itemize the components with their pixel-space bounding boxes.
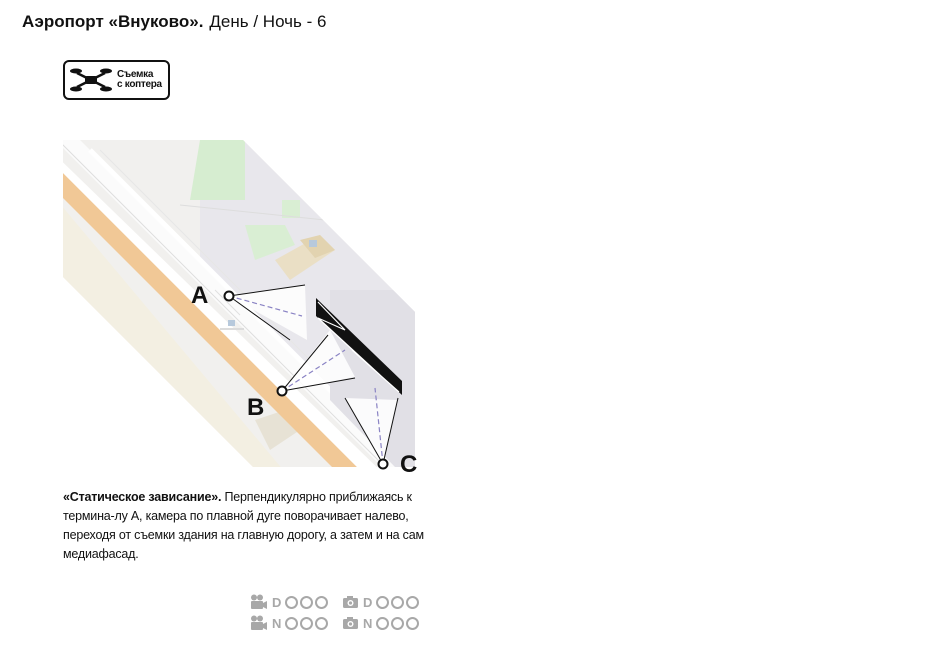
video-rating-dots: [285, 617, 328, 630]
green-area: [282, 200, 300, 218]
photo-rating-dots: [376, 596, 419, 609]
video-camera-icon: [250, 594, 268, 610]
photo-camera-icon: [342, 616, 359, 630]
bus-stop-icon: [309, 240, 317, 247]
badge-line-2: с коптера: [117, 79, 162, 90]
photo-letter: D: [363, 594, 373, 610]
camera-point-b: [278, 387, 287, 396]
badge-line-1: Съемка: [117, 69, 154, 80]
photo-letter: N: [363, 615, 373, 631]
rating-row-day: [250, 593, 328, 611]
title-subtitle: День / Ночь - 6: [209, 12, 327, 31]
rating-row-day-photo: [342, 593, 419, 611]
point-label-b: B: [247, 394, 265, 421]
title-main: Аэропорт «Внуково».: [22, 12, 204, 31]
description-text: Перпендикулярно приближаясь к термина-лу А, камера по плавной дуге поворачивает налево, переходя от съемки здания на главную дорогу, а затем и на сам медиафасад.: [63, 490, 424, 561]
point-label-a: A: [191, 282, 209, 309]
point-label-c: C: [400, 451, 418, 478]
video-letter: D: [272, 594, 282, 610]
bus-stop-icon: [228, 320, 235, 326]
photo-rating-dots: [376, 617, 419, 630]
rating-row-night: [250, 614, 328, 632]
video-rating-dots: [285, 596, 328, 609]
description-bold: «Статическое зависание».: [63, 490, 222, 504]
video-letter: N: [272, 615, 282, 631]
camera-point-c: [379, 460, 388, 469]
video-camera-icon: [250, 615, 268, 631]
camera-point-a: [225, 292, 234, 301]
description: [63, 488, 453, 564]
photo-camera-icon: [342, 595, 359, 609]
rating-row-night-photo: [342, 614, 419, 632]
